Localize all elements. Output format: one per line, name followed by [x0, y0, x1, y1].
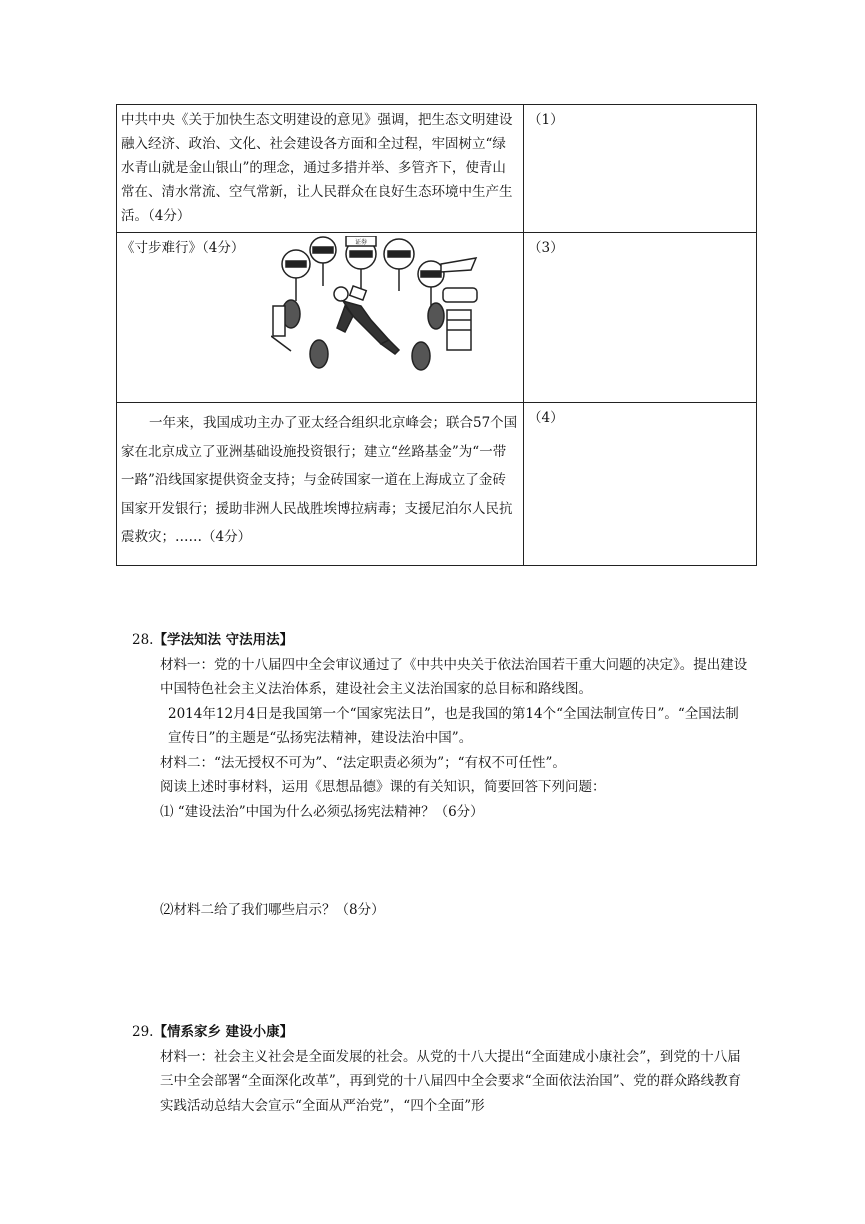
question-prompt: 阅读上述时事材料，运用《思想品德》课的有关知识，简要回答下列问题： — [160, 779, 606, 795]
material-cell: 一年来，我国成功主办了亚太经合组织北京峰会；联合57个国家在北京成立了亚洲基础设施投资银行；建立“丝路基金”为“一带一路”沿线国家提供资金支持；与金砖国家一道在上海成立了金砖国家开发银行；援助非洲人民战胜埃博拉病毒；支援尼泊尔人民抗震救灾；……（4分） — [117, 403, 524, 566]
question-header — [132, 1020, 752, 1045]
question-number: 29. — [132, 1024, 154, 1040]
answer-cell: （3） — [524, 233, 757, 403]
cartoon-image — [271, 236, 481, 376]
material-one: 材料一：社会主义社会是全面发展的社会。从党的十八大提出“全面建成小康社会”，到党的十八届三中全会部署“全面深化改革”，再到党的十八届四中全会要求“全面依法治国”、党的群众路线教育实践活动总结大会宣示“全面从严治党”，“四个全面”形 — [160, 1048, 742, 1114]
sub-question-2: ⑵材料二给了我们哪些启示？（8分） — [160, 902, 385, 918]
table-row — [117, 403, 757, 566]
material-two: 材料二：“法无授权不可为”、“法定职责必须为”；“有权不可任性”。 — [160, 754, 566, 771]
table-row — [117, 105, 757, 233]
material-one-continued: 2014年12月4日是我国第一个“国家宪法日”，也是我国的第14个“全国法制宣传日”。“全国法制宣传日”的主题是“弘扬宪法精神，建设法治中国”。 — [168, 705, 739, 746]
question-title: 【情系家乡 建设小康】 — [153, 1024, 294, 1040]
sub-question-1: ⑴ “建设法治”中国为什么必须弘扬宪法精神？（6分） — [160, 803, 484, 820]
cartoon-title: 《寸步难行》（4分） — [121, 240, 245, 256]
table-row — [117, 233, 757, 403]
answer-cell: （1） — [524, 105, 757, 233]
question-number: 28. — [132, 632, 154, 648]
answer-cell: （4） — [524, 403, 757, 566]
material-one: 材料一：党的十八届四中全会审议通过了《中共中央关于依法治国若干重大问题的决定》。提出建设中国特色社会主义法治体系，建设社会主义法治国家的总目标和路线图。 — [160, 656, 748, 697]
question-title: 【学法知法 守法用法】 — [153, 632, 294, 648]
cartoon-drawing — [271, 236, 481, 376]
cartoon-sign-text: 证券 — [354, 239, 368, 246]
question-table — [116, 104, 757, 566]
question-header — [132, 628, 752, 653]
material-cell: 中共中央《关于加快生态文明建设的意见》强调，把生态文明建设融入经济、政治、文化、社会建设各方面和全过程，牢固树立“绿水青山就是金山银山”的理念，通过多措并举、多管齐下，使青山常在、清水常流、空气常新，让人民群众在良好生态环境中生产生活。（4分） — [117, 105, 524, 233]
question-29 — [132, 1020, 752, 1118]
question-28 — [132, 628, 752, 923]
material-cell — [117, 233, 524, 403]
